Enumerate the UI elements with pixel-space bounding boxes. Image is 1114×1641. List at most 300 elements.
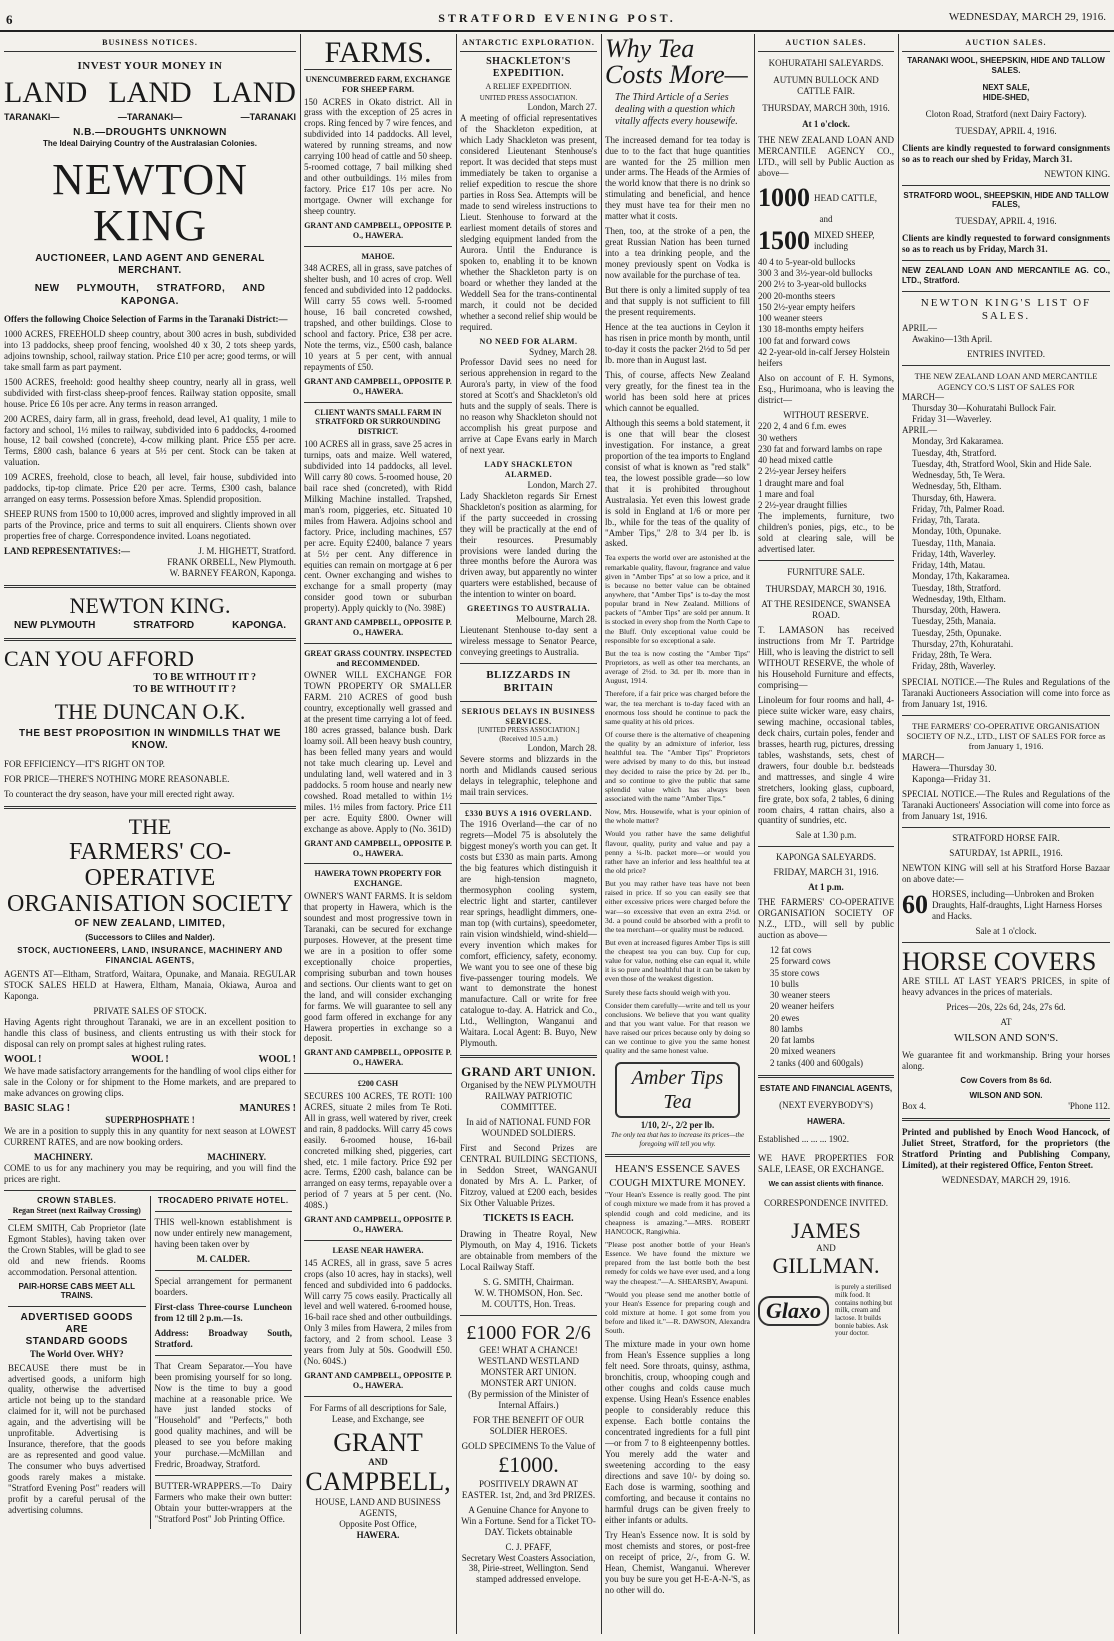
kaponga-heading: KAPONGA SALEYARDS.	[775, 852, 876, 863]
in-aid: In aid of NATIONAL FUND FOR WOUNDED SOLDIERS.	[466, 1117, 591, 1139]
lamason-text: T. LAMASON has received instructions from Mr T. Partridge Hill, who is leaving the district to sell WITHOUT RESERVE, the whole of his Household Furniture and effects, comprising—	[758, 625, 894, 690]
butter-wrappers-text: BUTTER-WRAPPERS.—To Dairy Farmers who make their own butter: Obtain your butter-wrappers at the "Stratford Post" Job Printing Office.	[154, 1481, 292, 1525]
sale-item: Wednesday, 5th, Te Wera.	[912, 470, 1005, 481]
special-notice: SPECIAL NOTICE.—The Rules and Regulations of the Taranaki Auctioneers Association will come into force as from January 1st, 1916.	[902, 676, 1110, 709]
sale-item: Tuesday, 25th, Opunake.	[912, 627, 1002, 638]
tea-text: Now, Mrs. Housewife, what is your opinion of the whole matter?	[605, 807, 750, 826]
divider	[304, 1396, 452, 1397]
masthead-date: WEDNESDAY, MARCH 29, 1916.	[948, 11, 1106, 23]
implements-text: The implements, furniture, two children's ponies, pigs, etc., to be sold at clearing sale, will be advertised later.	[758, 511, 894, 555]
and-word: AND	[368, 1457, 388, 1468]
glaxo-logo: Glaxo	[758, 1296, 829, 1327]
next-sale: NEXT SALE,	[982, 83, 1030, 93]
press-assoc: [UNITED PRESS ASSOCIATION.]	[477, 726, 580, 735]
permission: (By permission of the Minister of Internal Affairs.)	[468, 1389, 589, 1410]
rep-name: J. M. HIGHETT, Stratford.	[198, 546, 296, 557]
agents-line: AGENTS AT—Eltham, Stratford, Waitara, Opunake, and Manaia. REGULAR STOCK SALES HELD at Hawera, Eltham, Manaia, Okiawa, Auroa and Kaponga.	[4, 969, 296, 1002]
subhead: GREETINGS TO AUSTRALIA.	[466, 604, 591, 614]
stock-item: 150 2½-year empty heifers	[758, 301, 855, 312]
agent-sig: GRANT AND CAMPBELL, OPPOSITE P. O., HAWERA.	[304, 1048, 452, 1068]
organised: Organised by the NEW PLYMOUTH RAILWAY PATRIOTIC COMMITTEE.	[460, 1080, 597, 1113]
farm-text: OWNER WILL EXCHANGE FOR TOWN PROPERTY OR SMALLER FARM. 210 ACRES of good bush country, exceptionally well grassed and at the present time carrying a lot of feed. 180 acres grassed, balance bush. Dark loamy soil. All been heavy bush country, has been felled many years and would not take much clearing up. Level and undulating land, well watered and in 3 paddocks. 5 room house and nearly new cowshed. Road metalled to within 1½ miles. 1½ miles from factory. Price £11 per acre. Equity £800. Owner will exchange as above. Apply to (No. 361D)	[304, 670, 452, 834]
farm-listing: 109 ACRES, freehold, close to beach, all level, fair house, subdivided into paddocks, tip-top climate. Price £20 per acre. Terms, £300 cash, balance arranged on easy terms. Possession before Xmas. Splendid proposition.	[4, 472, 296, 505]
hide-shed: HIDE-SHED,	[982, 93, 1030, 102]
taranaki-word: —TARANAKI	[240, 111, 296, 122]
sale-item: Thursday, 6th, Hawera.	[912, 492, 997, 503]
subhead: SHACKLETON'S EXPEDITION.	[486, 55, 571, 79]
farm-listing: 1000 ACRES, FREEHOLD sheep country, about 300 acres in bush, subdivided into 13 paddocks, sheep proof fencing, woolshed 40 x 30, 2 tots sheep yards, adjoins township, school, railway station. Price £10 per acre; good terms, or will take small farm as part payment.	[4, 328, 296, 372]
trocadero-ad	[150, 1196, 297, 1529]
agent-sig: GRANT AND CAMPBELL, OPPOSITE P. O., HAWERA.	[304, 221, 452, 240]
horse-count: 60	[902, 889, 928, 919]
divider	[304, 1073, 452, 1074]
crown-trains: PAIR-HORSE CABS MEET ALL TRAINS.	[18, 1281, 135, 1301]
land-row	[4, 75, 296, 112]
stock-item: 30 weaner steers	[770, 990, 830, 1001]
stock-item: 200 20-months steers	[758, 290, 835, 301]
private-sales-text: Having Agents right throughout Taranaki, we are in an excellent position to handle this class of business, and clients entrusting us with their stock for disposal can rely on prompt sales at highest ruling rates.	[4, 1017, 296, 1050]
campbell-word: CAMPBELL,	[305, 1467, 451, 1497]
rep-name: W. BARNEY FEARON, Kaponga.	[169, 568, 296, 579]
secretary: Secretary West Coasters Association, 38, Pirie-street, Wellington. Send stamped addressed envelope.	[461, 1552, 596, 1585]
divider	[460, 663, 597, 664]
droughts-line: N.B.—DROUGHTS UNKNOWN	[73, 126, 227, 138]
farm-heading: HAWERA TOWN PROPERTY FOR EXCHANGE.	[314, 869, 442, 889]
divider	[902, 715, 1110, 716]
section-header: BUSINESS NOTICES.	[4, 36, 296, 52]
column-auction-sales	[758, 36, 894, 1634]
stock-list	[758, 945, 894, 1069]
blizzards-heading: BLIZZARDS IN BRITAIN	[486, 668, 571, 695]
march-label: MARCH—	[902, 751, 945, 762]
divider	[902, 185, 1110, 186]
sale-item: Monday, 17th, Kakaramea.	[912, 571, 1010, 582]
without-line: TO BE WITHOUT IT ?	[153, 671, 256, 683]
sale-item: Friday, 28th, Waverley.	[912, 661, 996, 672]
stock-item: 40 head mixed cattle	[758, 455, 833, 465]
tea-text: Surely these facts should weigh with you.	[605, 987, 731, 997]
world-over: The World Over. WHY?	[29, 1348, 124, 1359]
successors-line: (Successors to Cliles and Nalder).	[85, 933, 215, 943]
crown-stables-ad	[4, 1196, 150, 1529]
hawera: HAWERA.	[807, 1116, 845, 1126]
sale-item: Kaponga—Friday 31.	[912, 773, 991, 784]
divider	[4, 806, 296, 809]
sale-item: Tuesday, 18th, Stratford.	[912, 582, 1001, 593]
sale-item: Hawera—Thursday 30.	[912, 762, 997, 773]
advertised-header: ADVERTISED GOODS ARE	[20, 1312, 133, 1336]
positively: POSITIVELY DRAWN AT EASTER. 1st, 2nd, and 3rd PRIZES.	[461, 1478, 596, 1500]
trocadero-text: THIS well-known establishment is now under entirely new management, having been taken over by	[154, 1216, 292, 1249]
sale-time: At 1 o'clock.	[802, 118, 850, 129]
sale-item: Wednesday, 19th, Eltham.	[912, 593, 1006, 604]
autumn-fair: AUTUMN BULLOCK AND CATTLE FAIR.	[773, 74, 879, 96]
horse-fair-date: SATURDAY, 1st APRIL, 1916.	[949, 847, 1063, 858]
section-header: ANTARCTIC EXPLORATION.	[460, 36, 597, 52]
at-word: AT	[1000, 1017, 1012, 1028]
divider	[902, 365, 1110, 366]
machinery-word: MACHINERY.	[207, 1152, 266, 1163]
nk2-place: NEW PLYMOUTH	[14, 620, 96, 632]
agents-line: HOUSE, LAND AND BUSINESS AGENTS,	[315, 1496, 441, 1518]
sig: M. COUTTS, Hon. Treas.	[481, 1298, 576, 1309]
sheep-count: 1500	[758, 226, 810, 256]
stock-list	[758, 257, 894, 370]
divider	[605, 1154, 750, 1157]
sales-list	[902, 403, 1110, 426]
stock-agents: STOCK, AUCTIONEERS, LAND, INSURANCE, MACHINERY AND FINANCIAL AGENTS,	[17, 945, 283, 965]
sale-date: TUESDAY, APRIL 4, 1916.	[955, 125, 1057, 136]
horse-fair: STRATFORD HORSE FAIR.	[952, 832, 1060, 843]
entries-invited: ENTRIES INVITED.	[967, 349, 1045, 360]
section-header: AUCTION SALES.	[902, 36, 1110, 52]
clients-note: Clients are kindly requested to forward consignments so as to reach us by Friday, March 31.	[902, 233, 1110, 255]
duncan-ok: THE DUNCAN O.K.	[54, 699, 246, 725]
dateline: London, March 27.	[527, 102, 597, 113]
sale-item: Friday, 28th, Te Wera.	[912, 650, 992, 661]
article-text: A meeting of official representatives of the Shackleton expedition, at which Lady Shackleton was present, considered Lieutenant Stenhouse's report. It was decided that steps must immediately be taken to organise a relief expedition to rescue the shore parties in Ross Sea. Attempts will be made to send wireless instructions to Lieut. Stenhouse to forward at the earliest moment details of stores and sledging equipment landed from the Aurora. Until the Endurance is spoken to, enabling it to be known whether the Shackleton party is on board or whether they landed at the Weddell Sea for the trans-continental march, it could not be decided whether a second relief ship would be required.	[460, 113, 597, 332]
column-tea	[605, 36, 750, 1634]
tea-subtitle: The Third Article of a Series dealing with a question which vitally affects every housewife.	[615, 92, 738, 128]
land-word: LAND	[212, 76, 296, 110]
overland-heading: £330 BUYS A 1916 OVERLAND.	[464, 809, 592, 819]
agent-sig: GRANT AND CAMPBELL, OPPOSITE P. O., HAWERA.	[304, 618, 452, 638]
head-cattle	[758, 182, 894, 214]
divider	[304, 246, 452, 247]
stock-item: 200 2½ to 3-year-old bullocks	[758, 279, 867, 290]
without-reserve: WITHOUT RESERVE.	[783, 410, 869, 421]
divider	[902, 1118, 1110, 1121]
divider	[4, 638, 296, 641]
machinery-text: COME to us for any machinery you may be requiring, and you will find the prices are right.	[4, 1163, 296, 1185]
guarantee: We guarantee fit and workmanship. Bring your horses along.	[902, 1049, 1110, 1071]
farmers-title: FARMERS' CO-OPERATIVE ORGANISATION SOCIETY	[7, 838, 293, 918]
column-rule	[456, 34, 457, 1634]
stock-item: 25 forward cows	[770, 956, 831, 967]
kaponga-time: At 1 p.m.	[808, 882, 844, 893]
subhead: A RELIEF EXPEDITION.	[485, 82, 572, 92]
nk2-places	[14, 620, 286, 632]
and-word: AND	[816, 1243, 836, 1253]
stock-item: 35 store cows	[770, 967, 820, 978]
established: Established ... ... ... 1902.	[758, 1134, 849, 1145]
divider	[460, 1055, 597, 1058]
stock-item: 1 mare and foal	[758, 488, 815, 499]
tea-text: But there is only a limited supply of tea and that supply is not sufficient to fill the present requirements.	[605, 285, 750, 318]
stock-item: 130 18-months empty heifers	[758, 324, 864, 335]
farm-text: 150 ACRES in Okato district. All in grass with the exception of 25 acres in crops. Ring fenced by 7 wire fences, and subdivided into 14 paddocks. All level, watered by running streams, and now carrying 100 head of cattle and 50 sheep. 5-roomed cottage, 7 bail milking shed and other outbuildings. 1½ miles from factory. Price £17 10s per acre. No mortgage. Owner will exchange for sheep country.	[304, 96, 452, 217]
horses-text: HORSES, including—Unbroken and Broken Draughts, Half-draughts, Light Harness Horses and Hacks.	[932, 888, 1102, 921]
april-label: APRIL—	[902, 425, 938, 436]
tea-text: Consider them carefully—write and tell us your conclusions. We believe that you want quality and that you want value. For that reason we have raised our prices because only by doing so can we continue to give you the same honest quality and the same honest value.	[605, 1000, 750, 1056]
trocadero-lunch: First-class Three-course Luncheon from 12 till 2 p.m.—1s.	[154, 1301, 292, 1323]
farm-heading: UNENCUMBERED FARM, EXCHANGE FOR SHEEP FARM.	[305, 75, 451, 94]
covers-text: ARE STILL AT LAST YEAR'S PRICES, in spite of heavy advances in the prices of materials.	[902, 976, 1110, 998]
nzl-list-heading: THE NEW ZEALAND LOAN AND MERCANTILE AGENCY CO.'S LIST OF SALES FOR	[914, 371, 1098, 392]
advertised-text: BECAUSE there must be in advertised goods, a uniform high quality, otherwise the advertised article not being up to the standard claimed for it, will not be purchased again, and the advertising will be unprofitable. Advertising is Insurance, therefore, that the goods are as represented and good value. The consumer who buys advertised goods rarely makes a mistake. "Stratford Evening Post" readers will profit by a careful perusal of the advertising columns.	[8, 1362, 146, 1516]
article-text: Severe storms and blizzards in the north and Midlands caused serious delays in telegraphic, telephone and mail train services.	[460, 754, 597, 798]
drawing: Drawing in Theatre Royal, New Plymouth, on May 4, 1916. Tickets are obtainable from members of the Local Railway Staff.	[460, 1228, 597, 1272]
phone-number: 'Phone 112.	[1068, 1101, 1110, 1112]
divider	[4, 1190, 296, 1191]
sale-time: Sale at 1 o'clock.	[975, 925, 1037, 936]
next-everybodys: (NEXT EVERYBODY'S)	[779, 1099, 873, 1110]
divider	[902, 291, 1110, 292]
agent-sig: GRANT AND CAMPBELL, OPPOSITE P. O., HAWERA.	[304, 377, 452, 396]
heans-text: "Would you please send me another bottle of your Hean's Essence for preparing cough and cold mixture at home. I got some from you before and liked it."—R. DAWSON, Alexandra South.	[605, 1289, 750, 1336]
tea-text: But even at increased figures Amber Tips is still the cheapest tea you can buy. Cup for cup, value for value, nothing else can equal it, while it is so pure and healthful that it can be taken by even those of the weakest digestion.	[605, 937, 750, 984]
sale-item: Tuesday, 4th, Stratford Wool, Skin and Hide Sale.	[912, 458, 1092, 469]
masthead	[0, 0, 1114, 32]
paper-title: STRATFORD EVENING POST.	[438, 11, 676, 25]
column-rule	[754, 34, 755, 1634]
price-line: FOR PRICE—THERE'S NOTHING MORE REASONABLE.	[4, 773, 230, 784]
trade-line: AUCTIONEER, LAND AGENT AND GENERAL MERCHANT.	[35, 253, 265, 277]
sale-item: Tuesday, 4th, Stratford.	[912, 447, 997, 458]
tea-text: This, of course, affects New Zealand very greatly, for the finest tea in the world has been sold here at prices which cannot be equalled.	[605, 369, 750, 413]
taranaki-word: TARANAKI—	[4, 111, 60, 122]
nzl-text: THE NEW ZEALAND LOAN AND MERCANTILE AGENCY CO., LTD., will sell by Public Auction as above—	[758, 134, 894, 178]
agent-sig: GRANT AND CAMPBELL, OPPOSITE P. O., HAWERA.	[304, 1371, 452, 1391]
trocadero-header: TROCADERO PRIVATE HOTEL.	[157, 1196, 289, 1206]
column-business-notices	[4, 36, 296, 1634]
sales-list	[902, 436, 1110, 672]
farm-text: OWNER'S WANT FARMS. It is seldom that property in Hawera, which is the soundest and most progressive town in Taranaki, can be secured for exchange purposes. However, at the present time we are in a position to offer some exceptionally choice properties, comprising suburban and town houses and sections. Our clients want to get on the land, and will consider exchanging for farms. We will guarantee to sell any good farm offered in exchange for any Hawera properties in exchange so a deposit.	[304, 890, 452, 1044]
stock-item: 2 2½-year draught fillies	[758, 500, 847, 510]
correspondence: CORRESPONDENCE INVITED.	[763, 1197, 888, 1208]
press-assoc: UNITED PRESS ASSOCIATION.	[479, 93, 578, 102]
imprint: Printed and published by Enoch Wood Hancock, of Juliet Street, Stratford, for the proprietors (the Stratford Printing and Publishing Company, Limited), at their registered Office, Fenton Street.	[902, 1127, 1110, 1170]
divider	[758, 560, 894, 561]
private-sales-heading: PRIVATE SALES OF STOCK.	[93, 1006, 207, 1017]
divider	[460, 803, 597, 804]
tea-text: Would you rather have the same delightful flavour, quality, purity and value and pay a penny a ¼-lb. packet more—or would you rather have an inferior and less healthful tea at the old price?	[605, 829, 750, 875]
march-label: MARCH—	[902, 391, 945, 402]
sale-time: Sale at 1.30 p.m.	[795, 830, 857, 841]
heans-heading: HEAN'S ESSENCE SAVES COUGH MIXTURE MONEY.	[609, 1163, 746, 1189]
farm-heading: LEASE NEAR HAWERA.	[332, 1245, 424, 1255]
farm-heading: CLIENT WANTS SMALL FARM IN STRATFORD OR SURROUNDING DISTRICT.	[314, 407, 442, 437]
sale-item: Thursday, 27th, Kohuratahi.	[912, 638, 1014, 649]
counteract-line: To counteract the dry season, have your mill erected right away.	[4, 788, 235, 799]
trocadero-name: M. CALDER.	[196, 1253, 250, 1264]
bottom-ads	[4, 1196, 296, 1529]
invest-heading: INVEST YOUR MONEY IN	[77, 59, 223, 72]
trocadero-address: Address: Broadway South, Stratford.	[154, 1327, 292, 1349]
column-rule	[898, 34, 899, 1634]
crown-header: CROWN STABLES.	[37, 1196, 117, 1206]
pfaff: C. J. PFAFF,	[505, 1541, 552, 1552]
windmills-line: THE BEST PROPOSITION IN WINDMILLS THAT WE KNOW.	[19, 728, 281, 752]
sale-item: Monday, 10th, Opunake.	[912, 526, 1002, 537]
stock-item: 300 3 and 3½-year-old bullocks	[758, 268, 873, 279]
wilson-and-sons: WILSON AND SON'S.	[953, 1032, 1059, 1045]
divider	[155, 1270, 293, 1271]
residence: AT THE RESIDENCE, SWANSEA ROAD.	[761, 599, 891, 621]
stock-item: 12 fat cows	[770, 945, 812, 956]
divider	[902, 827, 1110, 828]
divider	[758, 846, 894, 847]
divider	[155, 1211, 293, 1212]
grant-word: GRANT	[333, 1427, 423, 1457]
land-representatives	[4, 546, 296, 579]
dairy-line: The Ideal Dairying Country of the Australasian Colonies.	[43, 138, 257, 148]
mixed-sheep	[758, 225, 894, 257]
stock-item: 100 fat and forward cows	[758, 335, 850, 346]
machinery-row	[4, 1152, 296, 1163]
taranaki-word: —TARANAKI—	[117, 111, 183, 122]
subhead: SERIOUS DELAYS IN BUSINESS SERVICES.	[461, 706, 596, 726]
tea-text: Therefore, if a fair price was charged before the war, the tea merchant is to-day faced with an enormous loss should he continue to pack the same quality at his old prices.	[605, 689, 750, 726]
furniture-date: THURSDAY, MARCH 30, 1916.	[765, 584, 887, 595]
sale-item: Friday, 14th, Matau.	[912, 560, 986, 571]
fcos-list-heading: THE FARMERS' CO-OPERATIVE ORGANISATION SOCIETY OF N.Z., LTD., LIST OF SALES FOR force as from January 1, 1916.	[906, 720, 1106, 752]
farms-title: FARMS.	[304, 36, 452, 70]
genuine: A Genuine Chance for Anyone to Win a Fortune. Send for a Ticket TO-DAY. Tickets obtainable	[461, 1504, 596, 1537]
heans-text: The mixture made in your own home from Hean's Essence supplies a long felt need. Sore throats, quinsy, asthma, bronchitis, croup, whooping cough and other coughs and colds cause much expense. Using Hean's Essence enables people to considerably reduce this expense. Each bottle contains the concentrated ingredients for a full pint—or from 7 to 8 eighteenpenny bottles. You merely add the water and sweetening according to the easy directions and save 10/- by doing so. Each dose is warming, soothing and comforting, and because it contains no harmful drugs can be given freely to either infants or adults.	[605, 1339, 750, 1525]
article-text: Lady Shackleton regards Sir Ernest Shackleton's position as alarming, for if the party succeeded in crossing they will be practically at the end of their resources. Presumably provisions were landed during the three months before the Aurora was driven away, but apparently no winter quarters were established, because of the intention to winter on board.	[460, 490, 597, 600]
fcos-text: THE FARMERS' CO-OPERATIVE ORGANISATION SOCIETY OF N.Z., LTD., will sell by public auction as above—	[758, 897, 894, 941]
sale-item: Monday, 3rd Kakaramea.	[912, 436, 1004, 447]
amber-tips-logo: Amber Tips Tea	[615, 1062, 740, 1119]
can-you-afford: CAN YOU AFFORD	[4, 646, 194, 672]
james: JAMES	[791, 1217, 861, 1243]
nz-limited: OF NEW ZEALAND, LIMITED,	[74, 917, 226, 929]
article-text: Professor David sees no need for serious apprehension in regard to the Aurora's party, in view of the food stored at Scott's and Shackleton's old huts and the supply of seals. There is no reason why Shackleton should not accomplish his great purpose and arrive at Cape Evans early in March of next year.	[460, 357, 597, 456]
stock-item: 30 wethers	[758, 432, 798, 443]
sale-date: THURSDAY, MARCH 30th, 1916.	[762, 102, 890, 113]
sheep-runs: SHEEP RUNS from 1500 to 10,000 acres, improved and slightly improved in all parts of the Province, price and terms to suit all enquirers. Clients shown over properties free of charge. Correspondence invited. Loans negotiated.	[4, 509, 296, 542]
we-have: WE HAVE PROPERTIES FOR SALE, LEASE, OR EXCHANGE.	[758, 1153, 894, 1175]
glaxo-tagline: is purely a sterilised milk food. It contains nothing but milk, cream and lactose. It builds bonnie babies. Ask your doctor.	[835, 1283, 893, 1338]
cream-separator-text: That Cream Separator.—You have been promising yourself for so long. Now is the time to buy a good machine at a reasonable price. We have just landed stocks of "Household" and "Perfects," both good quality machines, and will be pleased to see you before making your purchase.—McMillan and Fredric, Broadway, Stratford.	[154, 1360, 292, 1470]
article-text: Lieutenant Stenhouse to-day sent a wireless message to Senator Pearce, conveying greetings to Australia.	[460, 625, 597, 657]
sheep-label: MIXED SHEEP, including	[814, 230, 875, 252]
farm-heading: GREAT GRASS COUNTRY. INSPECTED and RECOMMENDED.	[304, 648, 452, 668]
places-line: NEW PLYMOUTH, STRATFORD, AND KAPONGA.	[34, 283, 266, 307]
reps-list	[167, 546, 296, 579]
agent-sig: GRANT AND CAMPBELL, OPPOSITE P. O., HAWERA.	[304, 1215, 452, 1235]
section-header: AUCTION SALES.	[758, 36, 894, 52]
sig: S. G. SMITH, Chairman.	[483, 1276, 574, 1287]
divider	[155, 1355, 293, 1356]
thousand-for: £1000 FOR 2/6	[466, 1321, 591, 1344]
sale-item: Friday, 7th, Tarata.	[912, 515, 980, 526]
stock-item: 40 4 to 5-year-old bullocks	[758, 256, 856, 267]
furniture-sale: FURNITURE SALE.	[787, 567, 865, 578]
prizes: First and Second Prizes are CENTRAL BUILDING SECTIONS, in Seddon Street, WANGANUI donated by Mrs A. L. Parker, of Fitzroy, valued at £200 each, besides Six Other Valuable Prizes.	[460, 1142, 597, 1208]
imprint-date: WEDNESDAY, MARCH 29, 1916.	[941, 1174, 1071, 1185]
sale-item: Friday, 14th, Waverley.	[912, 548, 996, 559]
nk2-place: STRATFORD	[133, 620, 195, 632]
stock-item: 80 lambs	[770, 1023, 803, 1034]
standard-goods: STANDARD GOODS	[25, 1336, 128, 1348]
lino-text: Linoleum for four rooms and hall, 4-piece suite wicker ware, easy chairs, sewing machine, occasional tables, deck chairs, curtain poles, fender and brasses, hearth rug, pictures, dressing tables, washstands, sets, chest of drawers, four double b.r. bedsteads and mattresses, and single 4 wire stretchers, looking glass, cupboard, fire grate, box sofa, 2 tables, 6 dining room chairs, 4 rattan chairs, also a quantity of sundries, etc.	[758, 694, 894, 826]
farms-closing: For Farms of all descriptions for Sale, Lease, and Exchange, see	[309, 1402, 447, 1424]
monster: MONSTER ART UNION. MONSTER ART UNION.	[480, 1367, 577, 1389]
sale-item: Tuesday, 11th, Manaia.	[912, 537, 996, 548]
divider	[758, 1075, 894, 1078]
divider	[902, 260, 1110, 261]
superphosphate: SUPERPHOSPHATE !	[105, 1115, 195, 1126]
tickets: TICKETS IS EACH.	[483, 1212, 574, 1224]
land-word: LAND	[4, 76, 88, 110]
benefit: FOR THE BENEFIT OF OUR SOLDIER HEROES.	[472, 1414, 585, 1436]
farm-heading: MAHOE.	[361, 251, 395, 261]
tea-text: Of course there is the alternative of cheapening the quality by an admixture of inferior, less healthful tea. The "Amber Tips" Proprietors were advised by many to do this, but instead they decided to raise the price by 2d. per lb., and so continue to give the public that same splendid value which has always been associated with the name "Amber Tips."	[605, 729, 750, 803]
horses-block	[902, 889, 1110, 922]
received: (Received 10.5 a.m.)	[499, 734, 558, 743]
tea-text: Tea experts the world over are astonished at the remarkable quality, flavour, fragrance and value given in "Amber Tips" at so low a price, and it is because no better value can be obtained anywhere, that "Amber Tips" is to-day the most popular brand in New Zealand. Millions of packets of "Amber Tips" are sold per annum. It is stocked in every shop from the North Cape to the Bluff. Only exceptional value could be responsible for so exceptional a sale.	[605, 553, 750, 645]
taranaki-row	[4, 112, 296, 123]
stock-item: 20 ewes	[770, 1012, 800, 1023]
the-word: THE	[128, 813, 172, 839]
wool-word: WOOL !	[258, 1054, 296, 1066]
farm-text: SECURES 100 ACRES, TE ROTI: 100 ACRES, situate 2 miles from Te Roti. All in grass, well watered by river, creek and rain, 8 paddocks. Will carry 45 cows easily. 6-roomed house, 16-bail concreted milking shed, piggeries, cart shed, etc. 1 mile factory. Price £92 per acre. Terms, £200 cash, balance can be arranged on easy terms, repayable over a period of 7 years at 5 per cent. (No. 408S.)	[304, 1090, 452, 1211]
sale-item: Thursday, 20th, Hawera.	[912, 605, 1001, 616]
cow-covers: Cow Covers from 8s 6d.	[960, 1075, 1052, 1085]
overland-text: The 1916 Overland—the car of no regrets—Model 75 is absolutely the biggest money's worth you can get. It costs but £330 as main parts. Among the big features which distinguish it are high-tension magneto, thermosyphon cooling system, electric light and starter, cantilever rear springs, headlight dimmers, one-man top (with curtains), speedometer, rain vision windshield, wind-shield—every invention which makes for comfort, efficiency, safety, economy. We want you to see one of these big five-passenger touring models. We want to demonstrate the honest manufacture. Call or write for free catalogue to-day. A. Hatrick and Co., Ltd., Wellington, Wanganui and Waitara. Local Agent: B. Buyo, New Plymouth.	[460, 818, 597, 1049]
divider	[304, 402, 452, 403]
special-notice: SPECIAL NOTICE.—The Rules and Regulations of the Taranaki Auctioneers' Association will come into force as from January 1st, 1916.	[902, 789, 1110, 822]
hawera-line: HAWERA.	[356, 1529, 400, 1540]
tea-text: Hence at the tea auctions in Ceylon it has risen in price month by month, until to-day it costs the packer 2½d to 5d per lb. more than in August last.	[605, 322, 750, 365]
farm-listing: 200 ACRES, dairy farm, all in grass, freehold, dead level, A1 quality, 1 mile to factory and school, 1½ miles to railway, subdivided into 6 paddocks, 4-roomed house, 12 bail cowshed (concrete), 4-cow milking plant. Price £55 per acre. Terms, £800 cash, balance 6 years at 5½ per cent. Stock can be taken at valuation.	[4, 413, 296, 468]
sale-item: Thursday 30—Kohuratahi Bullock Fair.	[912, 402, 1056, 413]
dateline: London, March 27.	[527, 479, 597, 490]
super-text: We are in a position to supply this in any quantity for next season at LOWEST CURRENT RATES, and are now booking orders.	[4, 1126, 296, 1148]
wool-sales-heading: TARANAKI WOOL, SHEEPSKIN, HIDE AND TALLOW SALES.	[907, 55, 1105, 75]
land-word: LAND	[108, 76, 192, 110]
manures-word: MANURES !	[239, 1103, 296, 1115]
sale-item: Wednesday, 5th, Eltham.	[912, 481, 1002, 492]
subhead: NO NEED FOR ALARM.	[479, 336, 578, 346]
gillman: GILLMAN.	[772, 1252, 880, 1278]
nk-sell: NEWTON KING will sell at his Stratford Horse Bazaar on above date:—	[902, 862, 1110, 884]
farm-text: 100 ACRES all in grass, save 25 acres in turnips, oats and maize. Well watered, subdivided into 14 paddocks, all level. Will carry 80 cows. 5-roomed house, 20 bail race shed (concreted), with Ridd Milking Machine installed. Trapshed, man's room, piggeries, etc. Situated 10 miles from Hawera. Adjoins school and factory. Price, including machines, £57 per acre. Equity £2400, balance 7 years at 5½ per cent. Any difference in equities can remain on mortgage at 6 per cent. Owner exchanging and wishes to exchange for a small property (may consider good town or suburban property). Apply quickly to (No. 398E)	[304, 438, 452, 614]
machinery-word: MACHINERY.	[34, 1152, 93, 1163]
divider	[460, 701, 597, 702]
tea-text: Although this seems a bold statement, it is one that will bear the closest investigation. For instance, a great proportion of the tea imports to England consist of what is known as "red stalk" tea, the lowest possible grade—so low that it is prohibited throughout Australasia. Yet even this lowest grade is sold in England at 1/6 or more per lb., while for the teas of the quality of "Amber Tips," 2/8 to 3/4 per lb. is asked.	[605, 417, 750, 549]
gee: GEE! WHAT A CHANCE!	[479, 1345, 578, 1356]
heans-text: "Your Hean's Essence is really good. The pint of cough mixture we made from it has proved a splendid cough and cold medicine, and its cheapness is amazing."—MRS. ROBERT HANCOCK, Rangiwhia.	[605, 1190, 750, 1236]
crown-text: CLEM SMITH, Cab Proprietor (late Egmont Stables), having taken over the Crown Stables, will be glad to see old and new friends. Rooms accommodation. Personal attention.	[8, 1222, 146, 1277]
heans-text: "Please post another bottle of your Hean's Essence. We have found the mixture we prepared from the last bottle both the best remedy for colds we have ever used, and a long way the cheapest."—A. SHEARSBY, Awapuni.	[605, 1239, 750, 1286]
covers-prices: Prices—20s, 22s 6d, 24s, 27s 6d.	[946, 1002, 1066, 1013]
kaponga-date: FRIDAY, MARCH 31, 1916.	[773, 867, 879, 878]
newton-king-title: NEWTON KING	[52, 154, 248, 250]
crown-address: Regan Street (next Railway Crossing)	[8, 1206, 146, 1220]
sig: W. W. THOMSON, Hon. Sec.	[474, 1287, 583, 1298]
dateline: London, March 28.	[527, 743, 597, 754]
april-label: APRIL—	[902, 323, 938, 334]
stock-item: 2 2½-year Jersey heifers	[758, 466, 846, 477]
stock-item: 10 bulls	[770, 978, 799, 989]
stock-item: 20 fat lambs	[770, 1035, 815, 1046]
offers-line: Offers the following Choice Selection of Farms in the Taranaki District:—	[4, 313, 288, 324]
cloton-road: Cloton Road, Stratford (next Dairy Factory).	[925, 108, 1087, 119]
stock-item: 230 fat and forward lambs on rape	[758, 443, 882, 454]
saleyard-heading: KOHURATAHI SALEYARDS.	[768, 57, 884, 68]
finance: We can assist clients with finance.	[768, 1181, 884, 1189]
awakino: Awakino—13th April.	[912, 334, 993, 345]
nk2-place: KAPONGA.	[232, 620, 286, 632]
nzloan-sig: NEW ZEALAND LOAN AND MERCANTILE AG. CO., LTD., Stratford.	[902, 266, 1110, 285]
wool-word: WOOL !	[131, 1054, 169, 1066]
stock-item: 20 mixed weaners	[770, 1046, 836, 1057]
box-number: Box 4.	[902, 1101, 927, 1112]
thousand: £1000.	[498, 1451, 559, 1477]
